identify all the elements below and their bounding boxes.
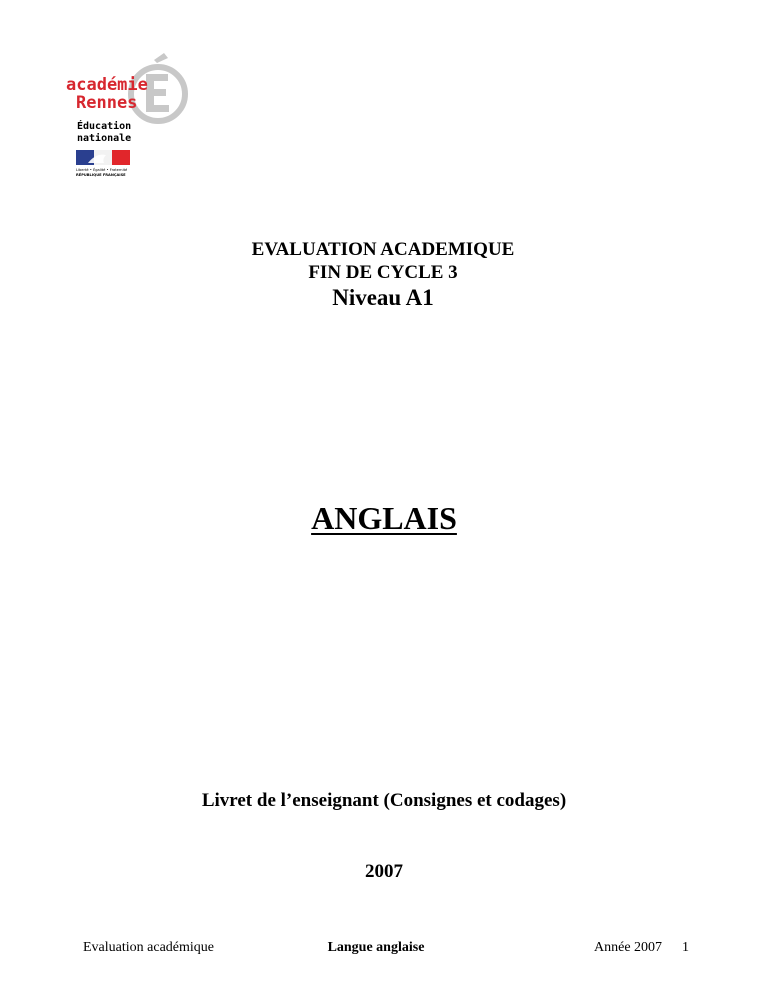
year-label: 2007 xyxy=(365,861,403,882)
academie-rennes-logo xyxy=(62,44,192,179)
logo-motto: Liberté • Égalité • Fraternité xyxy=(76,168,128,172)
title-level: Niveau A1 xyxy=(332,285,434,310)
marianne-flag-icon xyxy=(76,150,130,165)
title-evaluation: EVALUATION ACADEMIQUE xyxy=(251,239,515,260)
title-block xyxy=(0,238,768,312)
title-cycle: FIN DE CYCLE 3 xyxy=(308,262,458,283)
page-number: 1 xyxy=(682,940,689,955)
subject-title: ANGLAIS xyxy=(311,500,457,536)
logo-line-academie: académie xyxy=(66,75,148,95)
logo-line-rennes: Rennes xyxy=(76,93,138,113)
logo-line-nationale: nationale xyxy=(77,133,132,144)
footer-center: Langue anglaise xyxy=(327,940,425,955)
logo-republic: RÉPUBLIQUE FRANÇAISE xyxy=(76,173,126,177)
footer-left: Evaluation académique xyxy=(83,940,214,955)
logo-line-education: Éducation xyxy=(77,121,132,132)
footer-right: Année 2007 xyxy=(594,940,663,955)
booklet-title: Livret de l’enseignant (Consignes et codages) xyxy=(201,790,567,811)
